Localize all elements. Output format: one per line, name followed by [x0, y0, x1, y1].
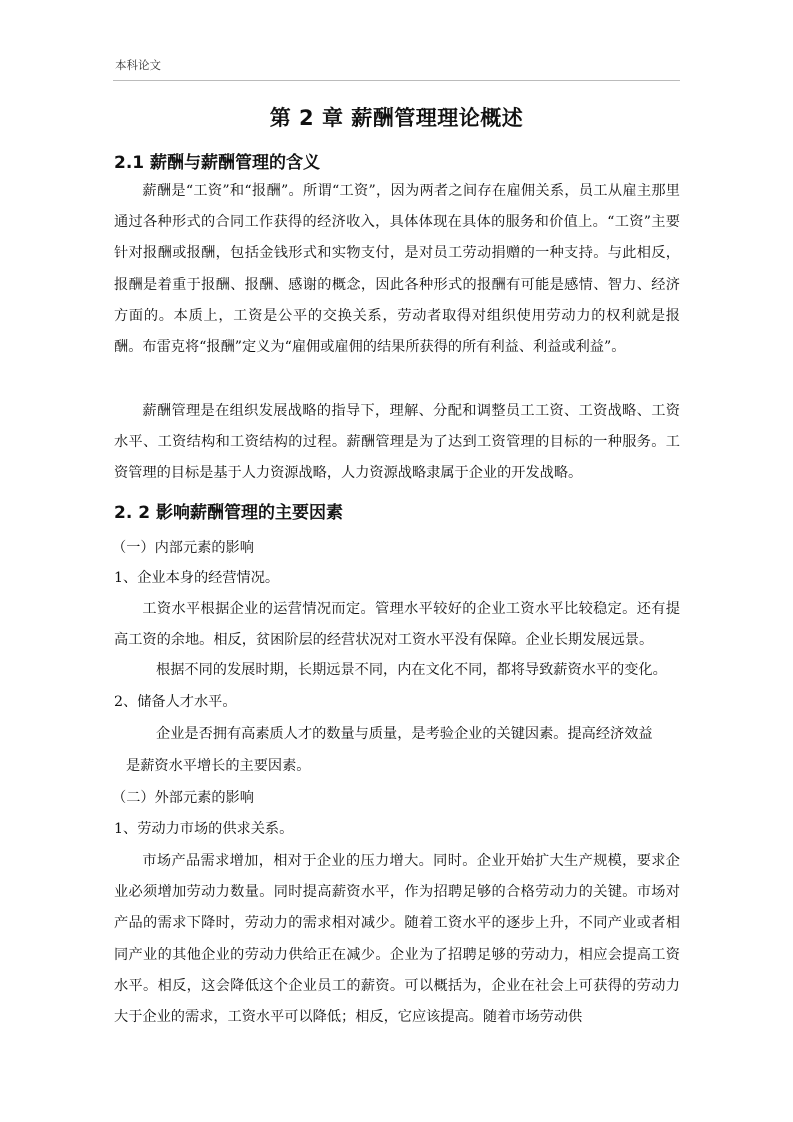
paragraph-development-period: 根据不同的发展时期，长期远景不同，内在文化不同，都将导致薪资水平的变化。: [156, 662, 667, 678]
chapter-title: 第 2 章 薪酬管理理论概述: [269, 106, 524, 130]
section-heading-2-2: 2. 2 影响薪酬管理的主要因素: [114, 503, 343, 523]
external-factors-label: （二）外部元素的影响: [112, 790, 254, 806]
paragraph-labor-market: 市场产品需求增加，相对于企业的压力增大。同时。企业开始扩大生产规模，要求企业必须增加劳动力数量。同时提高薪资水平，作为招聘足够的合格劳动力的关键。市场对产品的需求下降时，劳动力的需求相对减少。随着工资水平的逐步上升，不同产业或者相同产业的其他企业的劳动力供给正在减少。企业为了招聘足够的劳动力，相应会提高工资水平。相反，这会降低这个企业员工的薪资。可以概括为，企业在社会上可获得的劳动力大于企业的需求，工资水平可以降低；相反，它应该提高。随着市场劳动供: [114, 853, 680, 1026]
internal-factors-label: （一）内部元素的影响: [112, 540, 254, 556]
internal-item-1: 1、企业本身的经营情况。: [114, 570, 280, 586]
paragraph-operating-conditions: 工资水平根据企业的运营情况而定。管理水平较好的企业工资水平比较稳定。还有提高工资的余地。相反，贫困阶层的经营状况对工资水平没有保障。企业长期发展远景。: [114, 601, 680, 649]
paragraph-salary-definition: 薪酬是“工资”和“报酬”。所谓“工资”，因为两者之间存在雇佣关系，员工从雇主那里通过各种形式的合同工作获得的经济收入，具体体现在具体的服务和价值上。“工资”主要针对报酬或报酬，包括金钱形式和实物支付，是对员工劳动捐赠的一种支持。与此相反，报酬是着重于报酬、报酬、感谢的概念，因此各种形式的报酬有可能是感情、智力、经济方面的。本质上，工资是公平的交换关系，劳动者取得对组织使用劳动力的权利就是报酬。布雷克将“报酬”定义为“雇佣或雇佣的结果所获得的所有利益、利益或利益”。: [114, 183, 680, 356]
paragraph-talent-line-1: 企业是否拥有高素质人才的数量与质量，是考验企业的关键因素。提高经济效益: [156, 726, 653, 742]
paragraph-talent-line-2: 是薪资水平增长的主要因素。: [126, 758, 311, 774]
header-divider: [113, 80, 680, 81]
section-heading-2-1: 2.1 薪酬与薪酬管理的含义: [114, 153, 321, 173]
paragraph-salary-management: 薪酬管理是在组织发展战略的指导下，理解、分配和调整员工工资、工资战略、工资水平、工资结构和工资结构的过程。薪酬管理是为了达到工资管理的目标的一种服务。工资管理的目标是基于人力资源战略，人力资源战略隶属于企业的开发战略。: [114, 403, 680, 482]
internal-item-2: 2、储备人才水平。: [114, 694, 237, 710]
page-header: 本科论文: [115, 58, 161, 72]
external-item-1: 1、劳动力市场的供求关系。: [114, 821, 294, 837]
